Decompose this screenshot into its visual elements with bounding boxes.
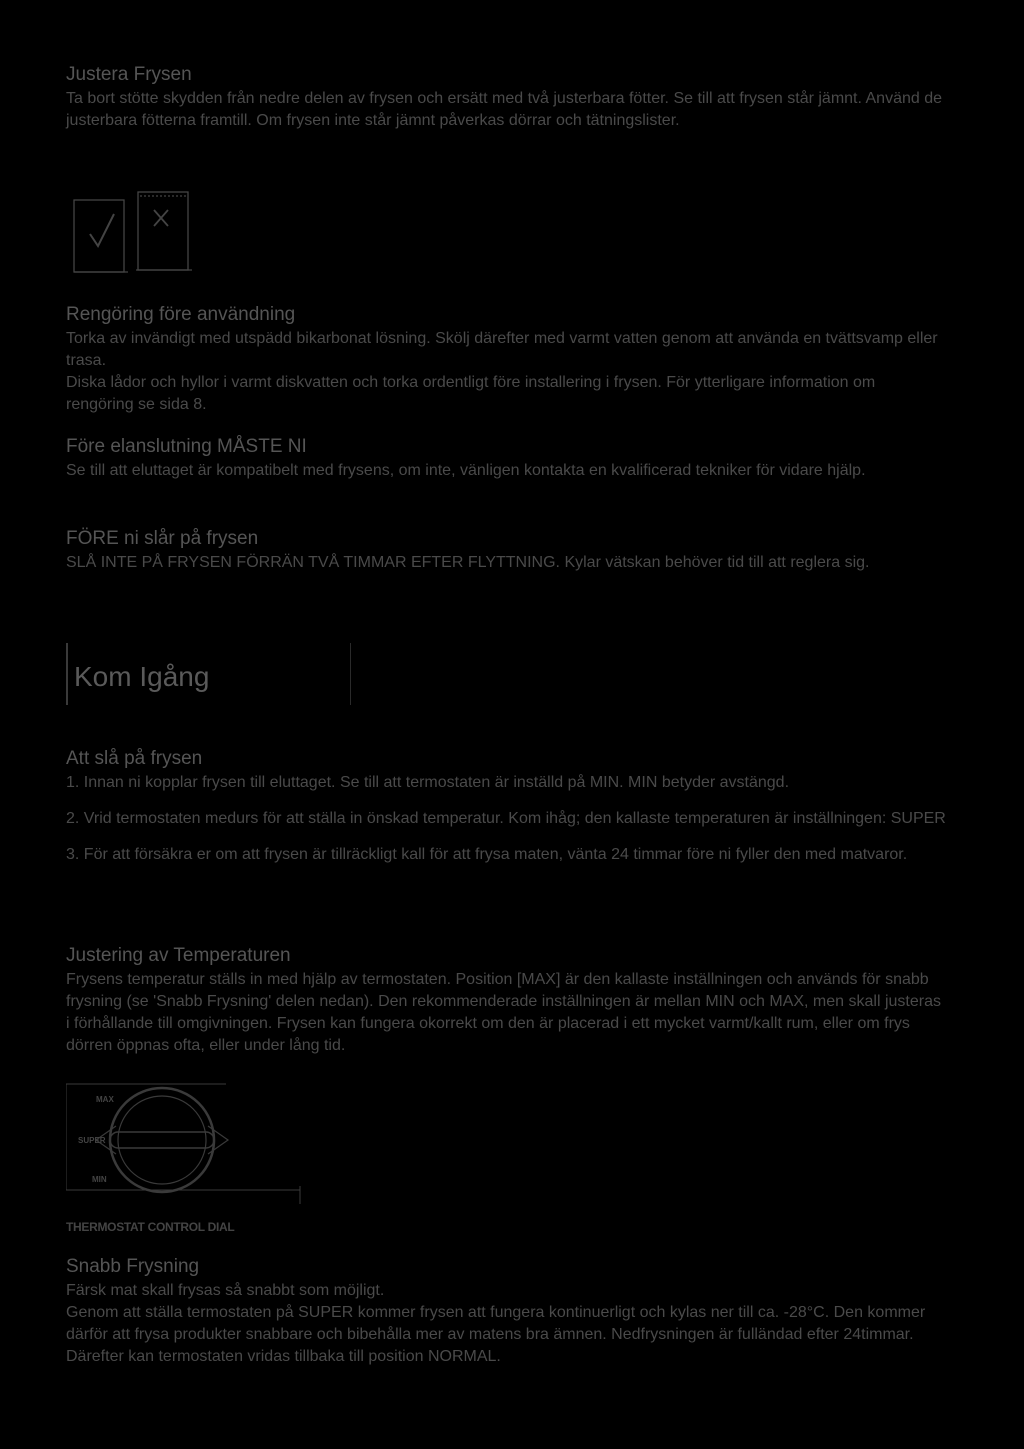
- paragraph-rengoring-2: Diska lådor och hyllor i varmt diskvatten och torka ordentligt före installering i frysen. För ytterligare information om rengöring se sida 8.: [66, 374, 876, 413]
- heading-sla-pa: Att slå på frysen: [66, 748, 203, 769]
- section-sla-pa: [66, 748, 946, 866]
- dial-label-max: MAX: [96, 1095, 114, 1104]
- section-temperatur: [66, 945, 946, 1057]
- heading-temperatur: Justering av Temperaturen: [66, 945, 291, 966]
- heading-snabb: Snabb Frysning: [66, 1256, 200, 1277]
- section-title-kom-igang: Kom Igång: [74, 661, 210, 692]
- section-snabb: [66, 1256, 946, 1368]
- paragraph-snabb-2: Genom att ställa termostaten på SUPER kommer frysen att fungera kontinuerligt och kylas ner till ca. -28°C. Den kommer därför att frysa produkter snabbare och bibehålla mer av matens bra ämnen. Nedfrysningen är fulländad efter 24timmar. Därefter kan termostaten vridas tillbaka till position NORMAL.: [66, 1304, 926, 1365]
- section-rengoring: [66, 304, 946, 416]
- dial-label-super: SUPER: [78, 1136, 106, 1145]
- dial-label-min: MIN: [92, 1175, 107, 1184]
- paragraph-fore-pa: SLÅ INTE PÅ FRYSEN FÖRRÄN TVÅ TIMMAR EFTER FLYTTNING. Kylar vätskan behöver tid till att reglera sig.: [66, 554, 870, 571]
- list-item-3: 3. För att försäkra er om att frysen är tillräckligt kall för att frysa maten, vänta 24 timmar före ni fyller den med matvaror.: [66, 846, 908, 863]
- heading-justera: Justera Frysen: [66, 64, 192, 85]
- section-fore-pa: [66, 528, 946, 574]
- paragraph-justera: Ta bort stötte skydden från nedre delen av frysen och ersätt med två justerbara fötter. Se till att frysen står jämnt. Använd de justerbara fötterna framtill. Om frysen inte står jämnt påverkas dörrar och tätningslister.: [66, 90, 943, 129]
- section-title-box: [66, 643, 351, 705]
- heading-rengoring: Rengöring före användning: [66, 304, 296, 325]
- section-justera: [66, 64, 946, 132]
- paragraph-anslutning: Se till att eluttaget är kompatibelt med frysens, om inte, vänligen kontakta en kvalificerad tekniker för vidare hjälp.: [66, 462, 866, 479]
- heading-anslutning: Före elanslutning MÅSTE NI: [66, 436, 307, 457]
- checkmark-and-cross-icon: [70, 186, 196, 278]
- thermostat-dial-icon: [66, 1082, 306, 1204]
- list-item-1: 1. Innan ni kopplar frysen till eluttaget. Se till att termostaten är inställd på MIN. MIN betyder avstängd.: [66, 774, 790, 791]
- paragraph-temperatur: Frysens temperatur ställs in med hjälp av termostaten. Position [MAX] är den kallaste inställningen och används för snabb frysning (se 'Snabb Frysning' delen nedan). Den rekommenderade inställningen är mellan MIN och MAX, men skall justeras i förhållande till omgivningen. Frysen kan fungera okorrekt om den är placerad i ett mycket varmt/kallt rum, eller om frys dörren öppnas ofta, eller under lång tid.: [66, 971, 941, 1054]
- list-item-2: 2. Vrid termostaten medurs för att ställa in önskad temperatur. Kom ihåg; den kallaste temperaturen är inställningen: SUPER: [66, 810, 946, 827]
- section-anslutning: [66, 436, 946, 482]
- heading-fore-pa: FÖRE ni slår på frysen: [66, 528, 259, 549]
- paragraph-snabb-1: Färsk mat skall frysas så snabbt som möjligt.: [66, 1282, 385, 1299]
- paragraph-rengoring-1: Torka av invändigt med utspädd bikarbonat lösning. Skölj därefter med varmt vatten genom att använda en tvättsvamp eller trasa.: [66, 330, 938, 369]
- dial-caption: THERMOSTAT CONTROL DIAL: [66, 1220, 235, 1234]
